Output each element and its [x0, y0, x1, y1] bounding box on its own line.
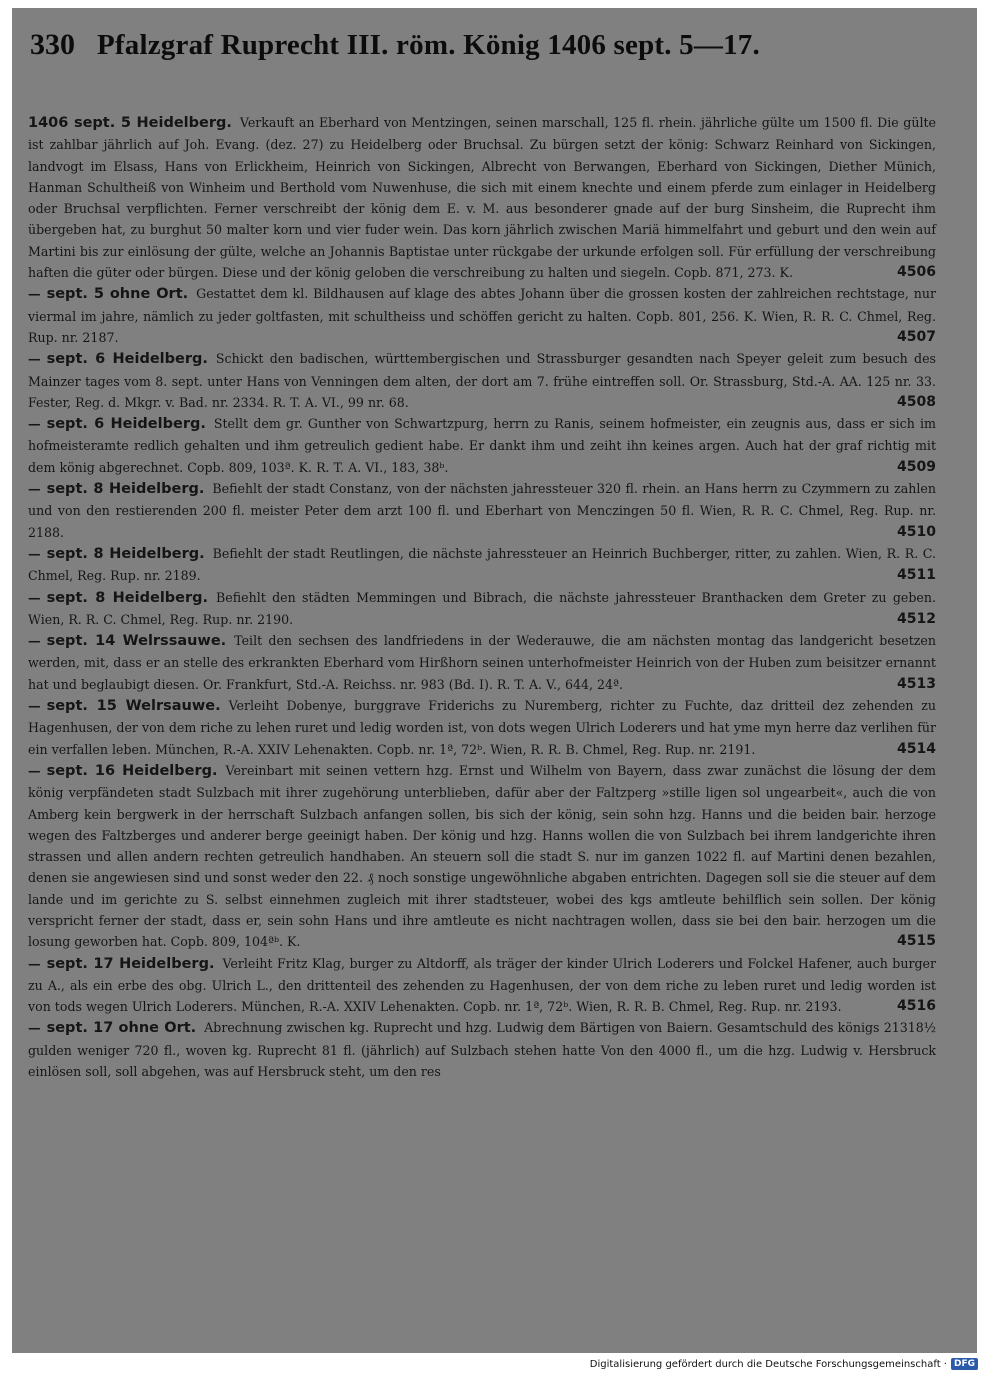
entry-date: sept. 5 ohne Ort.	[46, 286, 189, 303]
entry-date: sept. 8 Heidelberg.	[46, 545, 205, 562]
entry-date: sept. 17 Heidelberg.	[46, 955, 215, 972]
entry-number: 4508	[897, 393, 936, 410]
regesta-list	[28, 112, 936, 1082]
entry-dash: —	[28, 351, 41, 367]
entry-number: 4509	[897, 458, 936, 475]
regest-entry	[28, 630, 936, 695]
regest-entry	[28, 543, 936, 587]
entry-date: sept. 14 Welrssauwe.	[46, 633, 227, 650]
entry-number: 4513	[897, 675, 936, 692]
entry-dash: —	[28, 762, 41, 778]
regest-entry	[28, 478, 936, 543]
entry-number: 4507	[897, 328, 936, 345]
entry-number: 4511	[897, 567, 936, 584]
entry-dash: —	[28, 416, 41, 432]
regest-entry	[28, 283, 936, 348]
entry-text: Befiehlt den städten Memmingen und Bibrach, die nächste jahressteuer Branthacken dem Greter zu geben. Wien, R. R. C. Chmel, Reg. Rup. nr. 2190.	[28, 589, 936, 627]
entry-date: sept. 15 Welrsauwe.	[46, 698, 221, 715]
regest-entry	[28, 348, 936, 413]
entry-number: 4515	[897, 933, 936, 950]
entry-dash: —	[28, 286, 41, 302]
entry-dash: —	[28, 481, 41, 497]
footer-credit	[590, 1358, 978, 1370]
entry-number: 4506	[897, 264, 936, 281]
running-title: Pfalzgraf Ruprecht III. röm. König 1406 sept. 5—17.	[97, 29, 760, 61]
dfg-logo-icon: DFG	[951, 1358, 978, 1370]
entry-text: Vereinbart mit seinen vettern hzg. Ernst und Wilhelm von Bayern, dass zwar zunächst die lösung der dem könig verpfändeten stadt Sulzbach mit ihrer zugehörung unterblieben, dafür aber der Faltzperg »stille ligen sol ungearbeit«, auch die von Amberg kein bergwerk in der herrschaft Sulzbach anfangen sollen, bis sich der könig, sein sohn hzg. Hanns und die beiden bair. herzoge wegen des Faltzberges und anderer berge geeinigt haben. Der könig und hzg. Hanns wollen die von Sulzbach bei ihrem landgerichte ihren strassen und allen andern rechten getreulich handhaben. An steuern soll die stadt S. nur im ganzen 1022 fl. auf Martini denen bezahlen, denen sie angewiesen sind und sonst weder den 22. ₰ noch sonstige ungewöhnliche abgaben entrichten. Dagegen soll sie die steuer auf dem lande und im gerichte zu S. selbst einnehmen zugleich mit ihrer stadtsteuer, wobei des kgs amtleute behilflich sein sollen. Der könig verspricht ferner der stadt, dass er, sein sohn Hans und ihre amtleute es nicht nachtragen wollen, dass sie bei den bair. herzogen um die losung geworben hat. Copb. 809, 104ªᵇ. K.	[28, 762, 936, 950]
entry-text: Verkauft an Eberhard von Mentzingen, seinen marschall, 125 fl. rhein. jährliche gülte um 1500 fl. Die gülte ist zahlbar jährlich auf Joh. Evang. (dez. 27) zu Heidelberg oder Bruchsal. Zu bürgen setzt der könig: Schwarz Reinhard von Sickingen, landvogt im Elsass, Hans von Erlickheim, Heinrich von Sickingen, Albrecht von Berwangen, Eberhard von Sickingen, Diether Münich, Hanman Schultheiß von Winheim und Berthold vom Nuwenhuse, die sich mit einem knechte und einem pferde zum einlager in Heidelberg oder Bruchsal verpflichten. Ferner verschreibt der könig dem E. v. M. aus besonderer gnade auf der burg Sinsheim, die Ruprecht ihm übergeben hat, zu burghut 50 malter korn und vier fuder wein. Das korn jährlich zwischen Mariä himmelfahrt und geburt und den wein auf Martini bis zur einlösung der gülte, welche an Johannis Baptistae unter rückgabe der urkunde erfolgen soll. Für erfüllung der verschreibung haften die güter oder bürgen. Diese und der könig geloben die verschreibung zu halten und siegeln. Copb. 871, 273. K.	[28, 115, 936, 281]
entry-text: Verleiht Dobenye, burggrave Friderichs zu Nuremberg, richter zu Fuchte, daz dritteil dez zehenden zu Hagenhusen, der von dem riche zu lehen ruret und ledig worden ist, von dots wegen Ulrich Loderers und hat yme myn herre daz verlihen für ein verfallen leben. München, R.-A. XXIV Lehenakten. Copb. nr. 1ª, 72ᵇ. Wien, R. R. B. Chmel, Reg. Rup. nr. 2191.	[28, 698, 937, 757]
entry-date: sept. 17 ohne Ort.	[46, 1020, 197, 1037]
page-number: 330	[30, 28, 75, 61]
entry-date: sept. 6 Heidelberg.	[46, 416, 206, 433]
entry-number: 4510	[897, 523, 936, 540]
entry-dash: —	[28, 589, 41, 605]
entry-dash: —	[28, 698, 41, 714]
entry-date: sept. 6 Heidelberg.	[46, 351, 208, 368]
regest-entry	[28, 587, 936, 631]
footer-text: Digitalisierung gefördert durch die Deutsche Forschungsgemeinschaft ·	[589, 1358, 947, 1370]
entry-dash: —	[28, 1020, 41, 1036]
entry-text: Schickt den badischen, württembergischen und Strassburger gesandten nach Speyer geleit zum besuch des Mainzer tages vom 8. sept. unter Hans von Venningen dem alten, der dort am 7. frühe eintreffen soll. Or. Strassburg, Std.-A. AA. 125 nr. 33. Fester, Reg. d. Mkgr. v. Bad. nr. 2334. R. T. A. VI., 99 nr. 68.	[28, 351, 936, 410]
regest-entry	[28, 695, 936, 760]
entry-text: Verleiht Fritz Klag, burger zu Altdorff, als träger der kinder Ulrich Loderers und Folckel Hafener, auch burger zu A., als ein erbe des obg. Ulrich L., den drittenteil des zehenden zu Hagenhusen, der von dem riche zu leben ruret und ledig worden ist von tods wegen Ulrich Loderers. München, R.-A. XXIV Lehenakten. Copb. nr. 1ª, 72ᵇ. Wien, R. R. B. Chmel, Reg. Rup. nr. 2193.	[28, 955, 937, 1015]
entry-text: Abrechnung zwischen kg. Ruprecht und hzg. Ludwig dem Bärtigen von Baiern. Gesamtschuld des königs 21318½ gulden weniger 720 fl., woven kg. Ruprecht 81 fl. (jährlich) auf Sulzbach stehen hatte Von den 4000 fl., um die hzg. Ludwig v. Hersbruck einlösen soll, soll abgehen, was auf Hersbruck steht, um den res	[28, 1020, 936, 1080]
entry-date: sept. 8 Heidelberg.	[46, 589, 209, 606]
regest-entry	[28, 760, 936, 953]
entry-text: Stellt dem gr. Gunther von Schwartzpurg, herrn zu Ranis, seinem hofmeister, ein zeugnis aus, dass er sich im hofmeisteramte redlich gehalten und ihm getreulich gedient habe. Er dankt ihm und zeiht ihn keines argen. Auch hat der graf richtig mit dem könig abgerechnet. Copb. 809, 103ª. K. R. T. A. VI., 183, 38ᵇ.	[28, 416, 936, 475]
entry-date: sept. 16 Heidelberg.	[46, 762, 218, 779]
entry-date: sept. 8 Heidelberg.	[46, 481, 205, 498]
entry-text: Gestattet dem kl. Bildhausen auf klage des abtes Johann über die grossen kosten der zahlreichen rechtstage, nur viermal im jahre, nämlich zu jeder goltfasten, mit schultheiss und schöffen gericht zu halten. Copb. 801, 256. K. Wien, R. R. C. Chmel, Reg. Rup. nr. 2187.	[28, 286, 936, 345]
entry-dash: —	[28, 955, 41, 971]
regest-entry	[28, 953, 936, 1018]
entry-date: 1406 sept. 5 Heidelberg.	[28, 115, 232, 131]
regest-entry	[28, 112, 936, 283]
entry-number: 4514	[897, 740, 936, 757]
regest-entry	[28, 1017, 936, 1082]
entry-text: Teilt den sechsen des landfriedens in der Wederauwe, die am nächsten montag das landgericht besetzen werden, mit, dass er an stelle des erkrankten Eberhard vom Hirßhorn seinen unterhofmeister Heinrich von der Huben zum beisitzer ernannt hat und beglaubigt diesen. Or. Frankfurt, Std.-A. Reichss. nr. 983 (Bd. I). R. T. A. V., 644, 24ª.	[28, 633, 936, 692]
entry-number: 4512	[897, 610, 936, 627]
regest-entry	[28, 413, 936, 478]
entry-text: Befiehlt der stadt Constanz, von der nächsten jahressteuer 320 fl. rhein. an Hans herrn zu Czymmern zu zahlen und von den restierenden 200 fl. meister Peter dem arzt 100 fl. und Eberhart von Menczingen 50 fl. Wien, R. R. C. Chmel, Reg. Rup. nr. 2188.	[28, 481, 936, 540]
entry-dash: —	[28, 545, 41, 561]
entry-dash: —	[28, 633, 41, 649]
entry-text: Befiehlt der stadt Reutlingen, die nächste jahressteuer an Heinrich Buchberger, ritter, zu zahlen. Wien, R. R. C. Chmel, Reg. Rup. nr. 2189.	[28, 545, 936, 584]
page-header	[30, 28, 760, 78]
entry-number: 4516	[897, 998, 936, 1015]
